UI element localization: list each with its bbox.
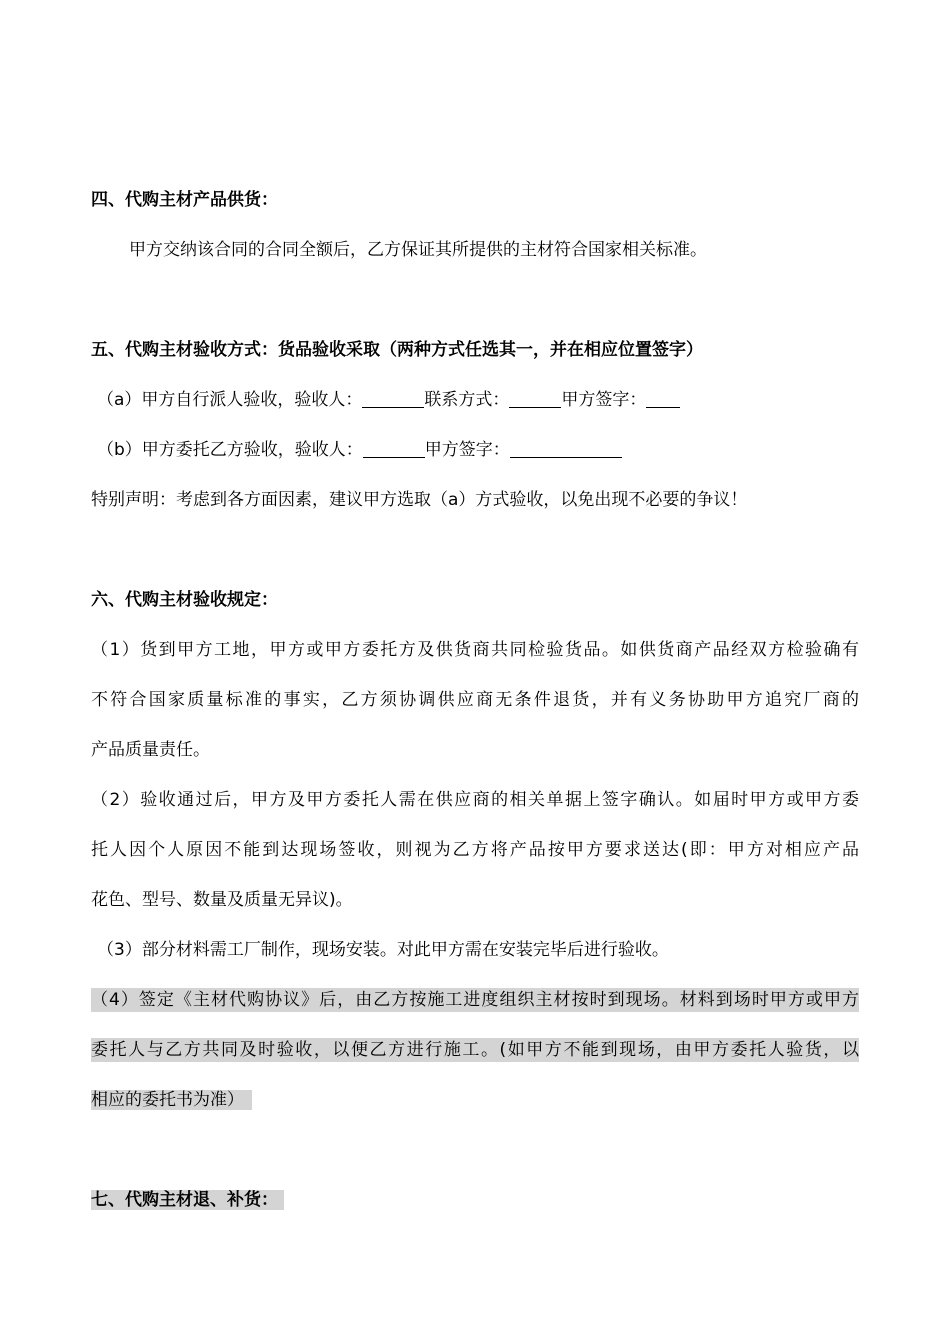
item-1-line-2: 不符合国家质量标准的事实，乙方须协调供应商无条件退货，并有义务协助甲方追究厂商的 [91, 690, 859, 710]
item-1-line-1: （1）货到甲方工地，甲方或甲方委托方及供货商共同检验货品。如供货商产品经双方检验确有 [91, 640, 859, 660]
special-notice: 特别声明：考虑到各方面因素，建议甲方选取（a）方式验收，以免出现不必要的争议！ [91, 490, 748, 510]
section-4-heading: 四、代购主材产品供货： [91, 190, 278, 210]
item-4-line-3: 相应的委托书为准） [91, 1090, 252, 1110]
option-a-line [97, 388, 680, 412]
item-2-line-1: （2）验收通过后，甲方及甲方委托人需在供应商的相关单据上签字确认。如届时甲方或甲方委 [91, 790, 859, 810]
section-4-body: 甲方交纳该合同的合同全额后，乙方保证其所提供的主材符合国家相关标准。 [129, 240, 707, 260]
option-b-text-1: （b）甲方委托乙方验收，验收人： [97, 440, 363, 460]
item-2-line-3: 花色、型号、数量及质量无异议)。 [91, 890, 353, 910]
item-2-line-2: 托人因个人原因不能到达现场签收，则视为乙方将产品按甲方要求送达(即：甲方对相应产品 [91, 840, 859, 860]
contact-blank-a [509, 389, 561, 408]
item-4-line-1: （4）签定《主材代购协议》后，由乙方按施工进度组织主材按时到现场。材料到场时甲方或甲方 [91, 990, 859, 1010]
option-b-text-2: 甲方签字： [424, 440, 510, 460]
item-3-line-1: （3）部分材料需工厂制作，现场安装。对此甲方需在安装完毕后进行验收。 [97, 940, 669, 960]
item-4-line-2: 委托人与乙方共同及时验收，以便乙方进行施工。(如甲方不能到现场，由甲方委托人验货，以 [91, 1040, 859, 1060]
inspector-blank-b [363, 439, 425, 458]
item-1-line-3: 产品质量责任。 [91, 740, 210, 760]
option-b-line [97, 438, 622, 462]
section-7-heading: 七、代购主材退、补货： [91, 1190, 284, 1210]
item-4-line-3-wrap [91, 1088, 252, 1112]
section-7-heading-wrap [91, 1188, 284, 1212]
section-5-heading: 五、代购主材验收方式：货品验收采取（两种方式任选其一，并在相应位置签字） [91, 340, 703, 360]
section-6-heading: 六、代购主材验收规定： [91, 590, 278, 610]
option-a-text-3: 甲方签字： [561, 390, 647, 410]
option-a-text-1: （a）甲方自行派人验收，验收人： [97, 390, 363, 410]
option-a-text-2: 联系方式： [424, 390, 510, 410]
signature-blank-a [646, 389, 680, 408]
inspector-blank-a [362, 389, 424, 408]
signature-blank-b [510, 439, 622, 458]
